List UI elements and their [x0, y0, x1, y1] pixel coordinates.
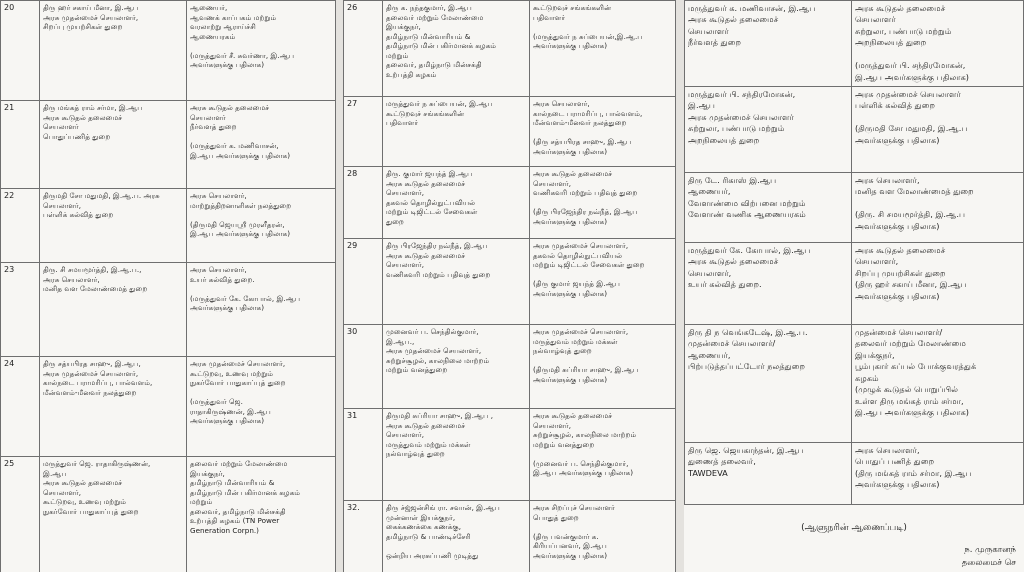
cell-text-line — [855, 198, 1020, 209]
table-row — [344, 501, 676, 572]
cell-text-line: கிரியப்பனவர், இ.ஆப — [533, 541, 607, 550]
cell-text-line: அவர்களுக்கு பதிலாக) — [533, 550, 608, 560]
cell-text-line: அரசு கூடுதல் தலைமைச் — [688, 14, 779, 25]
cell-text-line: இயக்குநர், — [855, 349, 895, 360]
table-row — [344, 97, 676, 167]
cell-text-line: உள்ள திரு மங்கத் ராம் சர்மா, — [855, 395, 964, 406]
cell-text-line: அரசு செயலாளர், — [533, 99, 590, 108]
cell-text-line: பதிவாளர் — [533, 12, 566, 22]
cell-text-line: (திரு. சி சமயமூர்த்தி, இ.ஆ.ப — [855, 209, 966, 220]
cell-text-line: திருமதி சோ மதுமதி, இ.ஆ.ப. அரசு — [43, 191, 160, 200]
order-footer: (ஆளுநரின் ஆணைப்படி) — [801, 523, 907, 533]
row-number: 22 — [1, 189, 40, 263]
row-number: 23 — [1, 263, 40, 357]
cell-text-line: சுற்றுலா, பண்பாடு மற்றும் — [688, 123, 785, 134]
officer-new-post — [187, 189, 336, 263]
row-number: 21 — [1, 101, 40, 189]
officer-current-post — [685, 1, 852, 87]
cell-text-line: மருத்துவர் பி. சந்திரமோகன், — [688, 89, 796, 99]
cell-text-line: பொதுப்பணித் துறை — [43, 131, 111, 141]
cell-text-line: இ.ஆப அவர்களுக்கு பதிலாக) — [533, 468, 634, 477]
cell-text-line: தமிழ்நாடு மின்வாரியம் & — [190, 478, 275, 487]
cell-text-line: அவர்களுக்கு பதிலாக) — [533, 288, 608, 298]
signature-name: ந. முருகானந் — [964, 545, 1016, 555]
cell-text-line: கால்நடை பராமரிப்பு, பால்வளம், — [533, 108, 643, 118]
cell-text-line: அரசு செயலாளர், — [190, 191, 247, 200]
officer-new-post — [530, 167, 676, 239]
cell-text-line — [533, 22, 672, 32]
cell-text-line: அவர்களுக்கு பதிலாக) — [190, 416, 265, 425]
cell-text-line: துறை — [386, 216, 404, 226]
officer-new-post — [852, 173, 1024, 243]
cell-text-line — [190, 284, 332, 294]
table-row — [344, 239, 676, 325]
row-number: 30 — [344, 325, 383, 409]
table-row — [1, 101, 336, 189]
cell-text-line: (திரு சத்யபிரத சாஹு, இ.ஆப — [533, 137, 632, 146]
cell-text-line: அரசு கூடுதல் தலைமைச் — [43, 478, 123, 487]
cell-text-line: மீன்வளம்-மீனவர் நலத்துறை — [533, 118, 627, 127]
cell-text-line: மனித வள மேலாண்மைத் துறை — [855, 186, 974, 197]
cell-text-line: பூம்புகார் கப்பல் போக்குவரத்துக் — [855, 361, 977, 372]
cell-text-line — [533, 356, 672, 366]
cell-text-line: இ.ஆப அவர்களுக்கு பதிலாக) — [855, 71, 970, 82]
cell-text-line: திரு தி ந வெங்கடேஷ், இ.ஆ.ப. — [688, 327, 808, 337]
cell-text-line: செயலாளர், — [386, 260, 424, 269]
officer-new-post — [187, 263, 336, 357]
cell-text-line: அரசு முதன்மைச் செயலாளர், — [533, 327, 629, 336]
officer-new-post — [852, 243, 1024, 325]
cell-text-line: TAWDEVA — [688, 467, 728, 478]
cell-text-line: மற்றும் வனத்துறை — [386, 365, 448, 374]
cell-text-line: சுற்றுச்சூழல், காலநிலை மாற்றம் — [386, 355, 490, 365]
officer-current-post — [383, 167, 530, 239]
table-row — [685, 325, 1024, 443]
officer-current-post — [685, 243, 852, 325]
cell-text-line: Generation Corpn.) — [190, 525, 259, 535]
cell-text-line: நுகர்வோர் பாதுகாப்புத் துறை — [190, 378, 286, 387]
cell-text-line: அரசு கூடுதல் தலைமைச் — [386, 178, 466, 188]
officer-current-post — [685, 325, 852, 443]
table-row — [685, 87, 1024, 173]
table-row — [1, 357, 336, 457]
cell-text-line: அவர்களுக்கு பதிலாக) — [533, 374, 608, 384]
cell-text-line: அரசு முதன்மைச் செயலாளர், — [533, 241, 629, 250]
cell-text-line: நுகர்வோர் பாதுகாப்புத் துறை — [43, 506, 139, 516]
officer-current-post — [383, 501, 530, 572]
officer-current-post — [40, 1, 187, 101]
officer-current-post — [383, 409, 530, 501]
cell-text-line: கால்நடை பராமரிப்பு, பால்வளம், — [43, 378, 153, 387]
cell-text-line: உயர் கல்வித் துறை. — [688, 279, 762, 290]
cell-text-line: கூட்டுறவுச் சங்கங்களின் — [386, 108, 465, 118]
officer-new-post — [187, 101, 336, 189]
cell-text-line: அரசு கூடுதல் தலைமைச் — [688, 256, 779, 267]
table-row — [344, 409, 676, 501]
officer-new-post — [530, 97, 676, 167]
cell-text-line: (திரு குமார் ஜயந்த் இ.ஆப — [533, 279, 621, 288]
row-number: 27 — [344, 97, 383, 167]
cell-text-line: தலைவர், தமிழ்நாடு மின்சக்தி — [386, 60, 482, 69]
cell-text-line: உற்பத்தி கழகம் (TN Power — [190, 516, 280, 525]
cell-text-line: செயலாளர், — [533, 178, 571, 188]
cell-text-line: மருத்துவம் மற்றும் மக்கள் — [386, 439, 471, 449]
cell-text-line — [190, 132, 332, 142]
cell-text-line: திரு ஹர் சகாய் மீனா, இ.ஆப — [43, 3, 139, 12]
cell-text-line: (திரு பிரஜேந்திர நவ்நீத், இ.ஆப — [533, 207, 638, 216]
cell-text-line: தலைவர், தமிழ்நாடு மின்சக்தி — [190, 506, 286, 516]
cell-text-line: அரசு கூடுதல் தலைமைச் — [43, 112, 123, 122]
officer-new-post — [530, 325, 676, 409]
cell-text-line: ஆணையர், — [688, 186, 731, 197]
cell-text-line: மற்றும் வனத்துறை — [533, 439, 595, 449]
cell-text-line: அரசு முதன்மைச் செயலாளர் — [855, 89, 961, 99]
table-row — [1, 189, 336, 263]
cell-text-line: அரசு செயலாளர், — [855, 445, 920, 455]
cell-text-line: அரசு கூடுதல் தலைமைச் — [855, 245, 946, 255]
officer-current-post — [383, 97, 530, 167]
row-number: 32. — [344, 501, 383, 572]
table-row — [685, 443, 1024, 505]
cell-text-line: அவர்களுக்கு பதிலாக) — [855, 134, 940, 145]
officer-current-post — [685, 87, 852, 173]
table-row — [685, 173, 1024, 243]
cell-text-line: திரு க. நந்தகுமார், இ.ஆப — [386, 3, 472, 12]
cell-text-line: பள்ளிக் கல்வித் துறை — [43, 210, 114, 219]
cell-text-line: துணைத் தலைவர், — [688, 456, 756, 467]
cell-text-line: மற்றும் டிஜிட்டல் சேவைகள் — [386, 207, 478, 216]
cell-text-line: செயலாளர் — [688, 25, 729, 36]
cell-text-line: இ.ஆப., — [386, 336, 415, 346]
cell-text-line — [533, 449, 672, 459]
cell-text-line: அரசு கூடுதல் தலைமைச் — [533, 411, 613, 420]
table-row — [1, 1, 336, 101]
cell-text-line: அரசு செயலாளர், — [43, 274, 100, 284]
cell-text-line — [190, 388, 332, 398]
row-number: 29 — [344, 239, 383, 325]
cell-text-line: திரு மங்கத் ராம் சர்மா, இ.ஆப — [43, 103, 143, 112]
cell-text-line: மருத்துவர் ந சுப்பையன், இ.ஆப — [386, 99, 493, 108]
cell-text-line: முதன்மைச் செயலாளர்/ — [855, 327, 943, 337]
cell-text-line: மருத்துவம் மற்றும் மக்கள் — [533, 336, 618, 346]
cell-text-line: அவர்களுக்கு பதிலாக) — [855, 220, 940, 231]
cell-text-line: அரசு கூடுதல் தலைமைச் — [533, 169, 613, 178]
officer-current-post — [383, 325, 530, 409]
cell-text-line: (மருத்துவர் க. மணிவாசன், — [190, 141, 279, 150]
cell-text-line: அரசு செயலாளர், — [855, 175, 920, 185]
table-row — [344, 325, 676, 409]
cell-text-line: அவர்களுக்கு பதிலாக) — [190, 60, 265, 69]
row-number: 28 — [344, 167, 383, 239]
table-row — [1, 263, 336, 357]
table-row — [685, 243, 1024, 325]
cell-text-line: திரு சத்யபிரத சாஹு, இ.ஆப, — [43, 359, 141, 368]
cell-text-line: மற்றும் டிஜிட்டல் சேவைகள் துறை — [533, 260, 645, 269]
cell-text-line: பதிவாளர் — [386, 118, 419, 127]
cell-text-line: அரசு முதன்மைச் செயலாளர், — [43, 368, 139, 378]
table-row — [685, 1, 1024, 87]
cell-text-line: வணிகவரி மற்றும் பதிவுத் துறை — [533, 188, 638, 197]
cell-text-line: மற்றும் — [386, 50, 409, 60]
cell-text-line: திரு. சி சமயமூர்த்தி, இ.ஆ.ப., — [43, 265, 142, 274]
cell-text-line: திரு டே. ரிகாஸ் இ.ஆப — [688, 175, 777, 185]
cell-text-line: அரசு முதன்மைச் செயலாளர், — [190, 359, 286, 368]
cell-text-line: திரு ச்ஜ்ஜன்சிங் ரா. சவான், இ.ஆப — [386, 503, 500, 512]
cell-text-line: அரசு முதன்மைச் செயலாளர், — [386, 346, 482, 355]
cell-text-line: அறநிலையத் துறை — [688, 134, 760, 145]
cell-text-line: திரு ஜெ. ஜெயகாந்தன், இ.ஆப — [688, 445, 804, 455]
cell-text-line: திரு பிரஜேந்திர நவ்நீத், இ.ஆப — [386, 241, 488, 250]
cell-text-line: அவர்களுக்கு பதிலாக) — [855, 479, 940, 490]
cell-text-line: செயலாளர் — [855, 14, 896, 25]
cell-text-line: அவர்களுக்கு பதிலாக) — [533, 216, 608, 226]
transfer-table-3 — [684, 0, 1024, 505]
cell-text-line: (மருத்துவர் சீ. சுவர்ணா, இ.ஆப — [190, 50, 295, 60]
cell-text-line: இயக்குநர், — [190, 468, 225, 478]
cell-text-line: இ.ஆப அவர்களுக்கு பதிலாக) — [190, 150, 291, 160]
cell-text-line: முன்னாள் இயக்குநர், — [386, 512, 456, 522]
cell-text-line — [190, 41, 332, 51]
officer-new-post — [530, 239, 676, 325]
table-row — [1, 457, 336, 572]
cell-text-line: தமிழ்நாடு மின்வாரியம் & — [386, 31, 471, 41]
cell-text-line: செயலாளர், — [533, 420, 571, 430]
cell-text-line — [386, 541, 526, 551]
document-page-2 — [343, 0, 676, 572]
cell-text-line: அவர்களுக்கு பதிலாக) — [190, 303, 265, 312]
cell-text-line: (மருத்துவர் பி. சந்திரமோகன், — [855, 60, 966, 71]
cell-text-line: செயலாளர், — [855, 256, 899, 267]
cell-text-line: மருத்துவர் க. மணிவாசன், இ.ஆப — [688, 3, 816, 13]
table-row — [344, 1, 676, 97]
transfer-table-1 — [0, 0, 336, 572]
cell-text-line: அரசு முதன்மைச் செயலாளர் — [688, 111, 794, 122]
cell-text-line: மாற்றுத்திறனாளிகள் நலத்துறை — [190, 200, 292, 210]
cell-text-line: (முனைவர் ப. செந்தில்குமார், — [533, 458, 629, 468]
cell-text-line: சிறப்பு முயற்சிகள் துறை — [855, 267, 946, 278]
cell-text-line: இயக்குநர், — [386, 22, 421, 31]
cell-text-line: செயலாளர், — [386, 188, 424, 197]
row-number: 31 — [344, 409, 383, 501]
row-number: 20 — [1, 1, 40, 101]
cell-text-line: பிற்படுத்தப்பட்டோர் நலத்துறை — [688, 361, 806, 372]
cell-text-line: அரசு கூடுதல் தலைமைச் — [855, 3, 946, 13]
cell-text-line: ராதாகிருஷ்ணன், இ.ஆப — [190, 406, 271, 416]
cell-text-line: (திருமதி சோ மதுமதி, இ.ஆ.ப — [855, 123, 968, 134]
officer-current-post — [383, 1, 530, 97]
cell-text-line: தகவல் தொழில்நுட்பவியல் — [386, 197, 476, 207]
cell-text-line: அரசு சிறப்புச் செயலாளர் — [533, 503, 615, 512]
cell-text-line: நல்வாழ்வுத் துறை — [386, 449, 445, 458]
cell-text-line — [855, 112, 1020, 123]
cell-text-line: நல்வாழ்வுத் துறை — [533, 346, 592, 355]
cell-text-line: அரசு கூடுதல் தலைமைச் — [386, 420, 466, 430]
signature-title: தலைமைச் செ — [961, 557, 1016, 568]
cell-text-line: (திருமதி ஜெயஸ்ரீ முரளீதரன், — [190, 219, 285, 229]
cell-text-line: செயலாளர், — [688, 267, 732, 278]
cell-text-line: ஆணையர், — [190, 3, 228, 12]
cell-text-line: மருத்துவர் கே. கோபால், இ.ஆப — [688, 245, 811, 255]
cell-text-line: கூட்டுறவுச் சங்கங்களின் — [533, 3, 612, 12]
cell-text-line: (திரு மங்கத் ராம் சர்மா, இ.ஆப — [855, 467, 972, 478]
cell-text-line: தமிழ்நாடு மின் பகிர்மானக் கழகம் — [190, 487, 301, 497]
cell-text-line: ஆவணக் காப்பகம் மற்றும் — [190, 12, 277, 22]
cell-text-line: செயலாளர், — [386, 430, 424, 439]
officer-current-post — [40, 101, 187, 189]
cell-text-line — [190, 210, 332, 220]
officer-new-post — [187, 1, 336, 101]
officer-current-post — [685, 173, 852, 243]
cell-text-line: ஆணையர், — [688, 349, 731, 360]
cell-text-line: தகவல் தொழில்நுட்பவியல் — [533, 250, 623, 260]
cell-text-line: (திருமதி சுப்ரியா சாஹு, இ.ஆப — [533, 365, 639, 374]
officer-current-post — [383, 239, 530, 325]
row-number: 25 — [1, 457, 40, 572]
cell-text-line: தலைவர் மற்றும் மேலாண்மை — [190, 459, 288, 468]
cell-text-line: அரசு செயலாளர், — [190, 265, 247, 274]
officer-new-post — [530, 501, 676, 572]
cell-text-line: தலைவர் மற்றும் மேலாண்மை — [386, 12, 484, 22]
cell-text-line: மருத்துவர் ஜெ. ராதாகிருஷ்ணன், — [43, 459, 151, 468]
cell-text-line: தமிழ்நாடு & பாண்டிச்சேரி — [386, 531, 471, 541]
cell-text-line — [533, 270, 672, 280]
cell-text-line: (மருத்துவர் ஜெ. — [190, 397, 243, 406]
cell-text-line: அரசு கூடுதல் தலைமைச் — [386, 250, 466, 260]
cell-text-line: (திரு ஹர் சகாய் மீனா, இ.ஆப — [855, 279, 967, 290]
cell-text-line: வேளாண்மை விற்பனை மற்றும் — [688, 197, 806, 208]
officer-new-post — [852, 87, 1024, 173]
officer-current-post — [40, 263, 187, 357]
cell-text-line: (மருத்துவர் ந சுப்பையன்,இ.ஆ.ப — [533, 31, 643, 41]
officer-current-post — [685, 443, 852, 505]
cell-text-line: (திரு பவன்குமார் க. — [533, 531, 599, 541]
page-divider — [676, 0, 684, 572]
cell-text-line: நீர்வளத் துறை — [688, 37, 742, 48]
cell-text-line: கழகம் — [855, 372, 879, 383]
cell-text-line: இ.ஆப — [688, 100, 716, 111]
cell-text-line: இ.ஆப — [43, 468, 67, 478]
officer-current-post — [40, 457, 187, 572]
officer-new-post — [530, 1, 676, 97]
cell-text-line: அறநிலையத் துறை — [855, 37, 927, 48]
cell-text-line: சுற்றுலா, பண்பாடு மற்றும் — [855, 25, 952, 36]
officer-current-post — [40, 357, 187, 457]
cell-text-line: வேளாண் வணிக ஆணையரகம் — [688, 209, 806, 220]
cell-text-line: கூட்டுறவு, உணவு மற்றும் — [190, 368, 273, 378]
cell-text-line: செயலாளர், — [43, 200, 81, 210]
transfer-table-2 — [343, 0, 676, 572]
officer-current-post — [40, 189, 187, 263]
cell-text-line: பள்ளிக் கல்வித் துறை — [855, 100, 936, 111]
cell-text-line: (மருத்துவர் கே. கோபால், இ.ஆப — [190, 293, 301, 303]
officer-new-post — [187, 357, 336, 457]
document-page-3 — [684, 0, 1024, 572]
row-number: 24 — [1, 357, 40, 457]
cell-text-line: வணிகவரி மற்றும் பதிவுத் துறை — [386, 269, 491, 279]
cell-text-line: உற்பத்தி கழகம் — [386, 69, 437, 79]
cell-text-line: மற்றும் — [190, 497, 213, 506]
officer-new-post — [530, 409, 676, 501]
cell-text-line: செயலாளர், — [43, 487, 81, 497]
row-number: 26 — [344, 1, 383, 97]
cell-text-line: தலைவர் மற்றும் மேலாண்மை — [855, 338, 967, 349]
cell-text-line: பொதுத் துறை — [533, 512, 579, 522]
cell-text-line: செயலாளர் — [190, 112, 226, 122]
cell-text-line: இ.ஆப அவர்களுக்கு பதிலாக) — [855, 407, 970, 418]
officer-new-post — [852, 1, 1024, 87]
cell-text-line: கைக்கணக்கை கணக்கு, — [386, 522, 461, 531]
signature-block — [684, 544, 1024, 570]
cell-text-line — [533, 198, 672, 208]
officer-new-post — [852, 443, 1024, 505]
cell-text-line: அரசு முதன்மைச் செயலாளர், — [43, 12, 139, 22]
cell-text-line: அரசு கூடுதல் தலைமைச் — [190, 103, 270, 112]
officer-new-post — [852, 325, 1024, 443]
table-row — [344, 167, 676, 239]
cell-text-line: அவர்களுக்கு பதிலாக) — [533, 146, 608, 156]
cell-text-line: அவர்களுக்கு பதிலாக) — [855, 290, 940, 301]
cell-text-line: அவர்களுக்கு பதிலாக) — [533, 41, 608, 50]
cell-text-line: சிறப்பு முயற்சிகள் துறை — [43, 22, 123, 31]
cell-text-line: செயலாளர் — [43, 122, 79, 131]
page-divider — [336, 0, 343, 572]
cell-text-line: வரலாற்று ஆராய்ச்சி — [190, 22, 256, 31]
cell-text-line: பொதுப் பணித் துறை — [855, 456, 935, 467]
cell-text-line: சுற்றுச்சூழல், காலநிலை மாற்றம் — [533, 430, 637, 439]
cell-text-line: தமிழ்நாடு மின் பகிர்மானக் கழகம் — [386, 41, 497, 50]
cell-text-line: (முழுக் கூடுதல் பொறுப்பில் — [855, 384, 959, 395]
officer-new-post — [187, 457, 336, 572]
cell-text-line: இ.ஆப அவர்களுக்கு பதிலாக) — [190, 229, 291, 238]
cell-text-line: ஒன்றிய அரசுப்பணி முடித்து — [386, 550, 479, 560]
document-page-1 — [0, 0, 336, 572]
cell-text-line: முதன்மைச் செயலாளர்/ — [688, 338, 776, 349]
cell-text-line: முனைவர் ப. செந்தில்குமார், — [386, 327, 479, 336]
cell-text-line: திருமதி சுப்ரியா சாஹு, இ.ஆப , — [386, 411, 494, 420]
cell-text-line: மனித வள மேலாண்மைத் துறை — [43, 284, 148, 293]
cell-text-line — [533, 128, 672, 138]
cell-text-line: மீன்வளம்-மீனவர் நலத்துறை — [43, 387, 137, 397]
cell-text-line: ஆணையரகம் — [190, 31, 236, 41]
cell-text-line — [533, 522, 672, 532]
cell-text-line: உயர் கல்வித் துறை. — [190, 274, 255, 284]
cell-text-line: நீர்வளத் துறை — [190, 122, 237, 131]
cell-text-line — [855, 49, 1020, 60]
cell-text-line: கூட்டுறவு, உணவு மற்றும் — [43, 497, 126, 506]
cell-text-line: திரு. குமார் ஜயந்த் இ.ஆப — [386, 169, 473, 178]
